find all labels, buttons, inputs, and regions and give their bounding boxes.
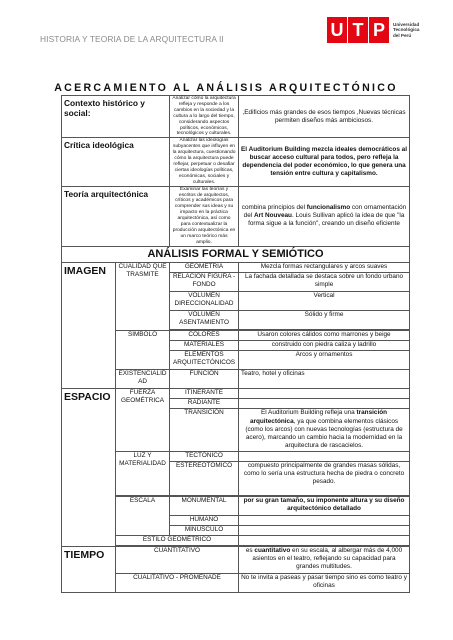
critica-description: Analizar las ideologías subyacentes que influyen en la arquitectura, cuestionando cómo la arquitectura puede reflejar, perpetuar o desafiar ciertas ideologías políticas, económicas, sociales y culturales.: [170, 138, 239, 186]
monumental-value: por su gran tamaño, su imponente altura y su diseño arquitectónico detallado: [239, 496, 410, 515]
transicion-value: [239, 408, 410, 451]
monumental-label: MONUMENTAL: [170, 496, 239, 515]
materiales-value: construido con piedra caliza y ladrillo: [239, 340, 410, 350]
itinerante-label: ITINERANTE: [170, 388, 239, 398]
teoria-value: [239, 186, 410, 246]
critica-value: El Auditorium Building mezcla ideales democráticos al buscar acceso cultural para todos, pero refleja la dependencia del poder económico, lo que genera una tensión entre cultura y capitalismo.: [239, 138, 410, 186]
materiales-label: MATERIALES: [170, 340, 239, 350]
escala-label: ESCALA: [116, 496, 170, 535]
teoria-text: . Louis Sullivan aplicó la idea de que "la forma sigue a la función", creando un diseño eficiente: [248, 212, 405, 228]
radiante-label: RADIANTE: [170, 398, 239, 408]
contexto-description: Analizar cómo la arquitectura refleja y responde a los cambios en la sociedad y la cultura a lo largo del tiempo, considerando aspectos políticos, económicos, tecnológicos y culturales.: [170, 96, 239, 138]
cuantitativo-text: en su escala, al albergar más de 4,000 asientos en el teatro, reflejando su capacidad para grandes multitudes.: [252, 546, 403, 570]
estilo-geometrico-label: ESTILO GEOMÉTRICO: [116, 535, 239, 545]
colores-label: COLORES: [170, 330, 239, 340]
contexto-value: ,Edificios más grandes de esos tiempos ,Nuevas técnicas permiten diseños más ambiciosos.: [239, 96, 410, 138]
row-teoria: [62, 186, 410, 246]
volumen-direccionalidad-value: Vertical: [239, 291, 410, 310]
funcion-label: FUNCIÓN: [170, 369, 239, 388]
estilo-geometrico-value: [239, 535, 410, 545]
utp-logo: [327, 12, 445, 48]
transicion-bold: transición arquitectónica: [249, 409, 388, 425]
critica-label: Crítica ideológica: [62, 138, 170, 186]
espacio-label: ESPACIO: [62, 388, 116, 546]
row-cuantitativo: [62, 546, 410, 573]
logo-university-name: [393, 22, 419, 38]
cualitativo-value: No te invita a paseas y pasar tiempo sino es como teatro y oficinas: [239, 573, 410, 592]
tectonico-label: TECTÓNICO: [170, 451, 239, 461]
elementos-value: Arcos y ornamentos: [239, 350, 410, 369]
logo-mark: [327, 17, 389, 43]
logo-letter-p: P: [369, 17, 389, 43]
row-itinerante: [62, 388, 410, 398]
humano-label: HUMANO: [170, 515, 239, 525]
transicion-text: , ya que combina elementos clásicos (como los arcos) con nuevas tecnologías (estructura de acero), marcando un cambio hacia la modernidad en la arquitectura de rascacielos.: [245, 417, 403, 449]
logo-letter-u: U: [327, 17, 347, 43]
logo-text-line: Tecnológica: [393, 27, 420, 33]
teoria-text: combina principios del: [241, 203, 307, 211]
funcion-value: Teatro, hotel y oficinas: [239, 369, 410, 388]
cualitativo-label: CUALITATIVO - PROMENADE: [116, 573, 239, 592]
volumen-direccionalidad-label: VOLUMEN DIRECCIONALIDAD: [170, 291, 239, 310]
humano-value: [239, 515, 410, 525]
geometria-value: Mezcla formas rectangulares y arcos suaves: [239, 262, 410, 272]
simbolo-label: SIMBOLO: [116, 330, 170, 369]
tectonico-value: [239, 451, 410, 461]
logo-text-line: del Perú: [393, 32, 412, 38]
itinerante-value: [239, 388, 410, 398]
teoria-text: con ornamentación del: [243, 203, 407, 220]
transicion-label: TRANSICIÓN: [170, 408, 239, 451]
row-critica: [62, 138, 410, 186]
colores-value: Usaron colores cálidos como marrones y beige: [239, 330, 410, 340]
cuantitativo-label: CUANTITATIVO: [116, 546, 239, 573]
course-title: HISTORIA Y TEORIA DE LA ARQUITECTURA II: [40, 34, 224, 44]
row-contexto: [62, 96, 410, 138]
row-analysis-heading: [62, 246, 410, 262]
minusculo-value: [239, 525, 410, 535]
estereotomico-value: compuesto principalmente de grandes masas sólidas, como lo sería una estructura hecha de piedra o concreto pesado.: [239, 461, 410, 495]
tiempo-label: TIEMPO: [62, 546, 116, 592]
transicion-text: El Auditorium Building refleja una: [260, 409, 357, 417]
analysis-heading: ANÁLISIS FORMAL Y SEMIÓTICO: [62, 246, 410, 262]
geometria-label: GEOMETRIA: [170, 262, 239, 272]
estereotomico-label: ESTEREOTÓMICO: [170, 461, 239, 495]
imagen-label: IMAGEN: [62, 262, 116, 388]
minusculo-label: MINÚSCULO: [170, 525, 239, 535]
relacion-label: RELACION FIGURA - FONDO: [170, 272, 239, 291]
radiante-value: [239, 398, 410, 408]
contexto-label: Contexto histórico y social:: [62, 96, 170, 138]
teoria-label: Teoría arquitectónica: [62, 186, 170, 246]
cuantitativo-value: [239, 546, 410, 573]
relacion-value: La fachada detallada se destaca sobre un fondo urbano simple: [239, 272, 410, 291]
analysis-table: [61, 95, 410, 593]
volumen-asentamiento-value: Sólido y firme: [239, 310, 410, 329]
teoria-description: Examinar las teorías y escritos de arquitectos, críticos y académicos para comprender sus ideas y su impacto en la práctica arquitectónica, así como para contextualizar la producción arquitectónica en un marco teórico más amplio.: [170, 186, 239, 246]
teoria-bold: funcionalismo: [306, 203, 351, 211]
teoria-bold: Art Nouveau: [253, 212, 292, 220]
cuantitativo-bold: cuantitativo: [254, 546, 291, 554]
cuantitativo-text: es: [245, 546, 255, 554]
document-title: ACERCAMIENTO AL ANÁLISIS ARQUITECTÓNICO: [54, 82, 398, 94]
logo-letter-t: T: [348, 17, 368, 43]
row-geometria: [62, 262, 410, 272]
fuerza-geometrica-label: FUERZA GEOMÉTRICA: [116, 388, 170, 451]
luz-materialidad-label: LUZ Y MATERIALIDAD: [116, 451, 170, 495]
logo-text-line: Universidad: [393, 21, 420, 27]
existencialidad-label: EXISTENCIALIDAD: [116, 369, 170, 388]
volumen-asentamiento-label: VOLUMEN ASENTAMIENTO: [170, 310, 239, 329]
cualidad-label: CUALIDAD QUE TRASMITE: [116, 262, 170, 330]
elementos-label: ELEMENTOS ARQUITECTÓNICOS: [170, 350, 239, 369]
